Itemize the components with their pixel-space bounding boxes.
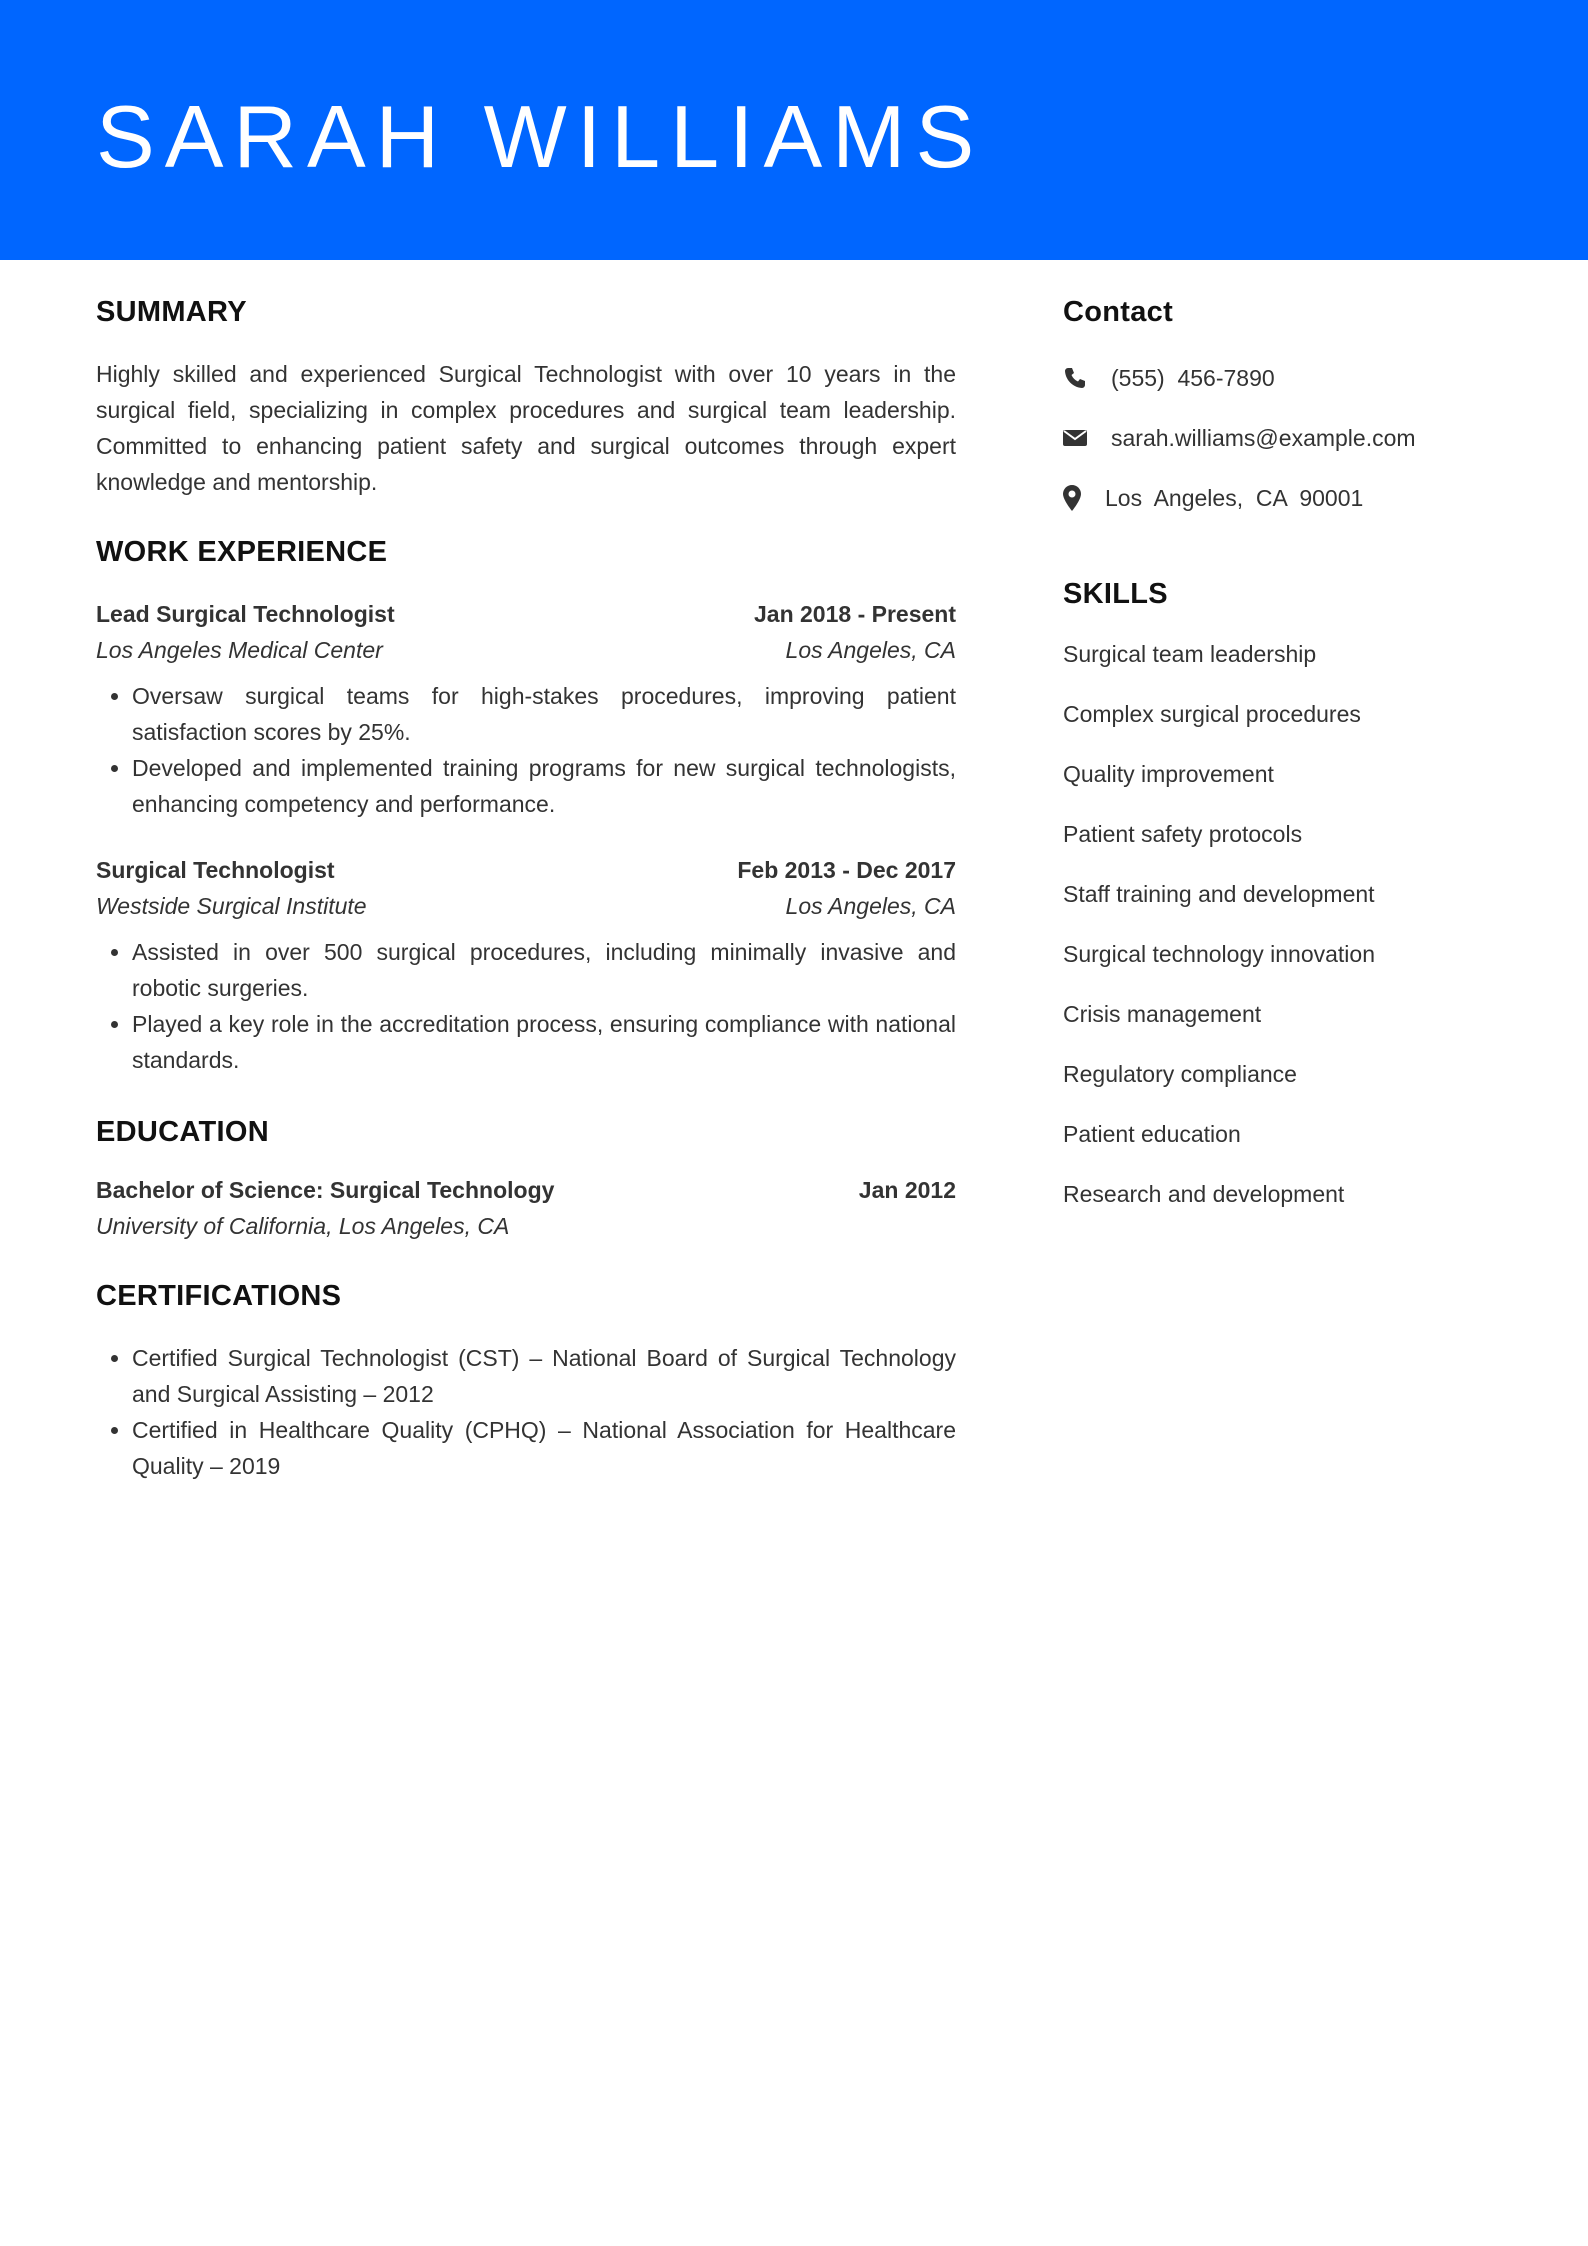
education-heading: EDUCATION <box>96 1116 269 1148</box>
header-banner <box>0 0 1588 260</box>
skills-heading: SKILLS <box>1063 578 1168 610</box>
skills-list <box>1063 624 1523 1224</box>
job-company: Los Angeles Medical Center <box>96 637 383 663</box>
phone-icon <box>1063 365 1089 391</box>
skill-item: Complex surgical procedures <box>1063 701 1361 727</box>
main-column <box>96 290 956 1484</box>
job-bullet: • Assisted in over 500 surgical procedures, including minimally invasive and robotic surgeries. <box>132 934 956 1006</box>
summary-text: Highly skilled and experienced Surgical Technologist with over 10 years in the surgical field, specializing in complex procedures and surgical team leadership. Committed to enhancing patient safety and surgical outcomes through expert knowledge and mentorship. <box>96 361 956 495</box>
job-bullet: • Developed and implemented training programs for new surgical technologists, enhancing competency and performance. <box>132 750 956 822</box>
job-entry <box>96 852 956 1078</box>
skill-item: Surgical team leadership <box>1063 641 1317 667</box>
skill-item: Research and development <box>1063 1181 1345 1207</box>
experience-section <box>96 530 956 1078</box>
skill-item: Regulatory compliance <box>1063 1061 1297 1087</box>
job-role: Lead Surgical Technologist <box>96 601 395 627</box>
education-school-row <box>96 1208 956 1244</box>
certifications-list <box>96 1340 956 1484</box>
job-bullet: • Played a key role in the accreditation process, ensuring compliance with national standards. <box>132 1006 956 1078</box>
certification-item: • Certified Surgical Technologist (CST) – National Board of Surgical Technology and Surgical Assisting – 2012 <box>132 1340 956 1412</box>
certifications-heading: CERTIFICATIONS <box>96 1280 342 1312</box>
job-dates: Feb 2013 - Dec 2017 <box>737 857 956 883</box>
job-location: Los Angeles, CA <box>785 637 956 663</box>
location-text: Los Angeles, CA 90001 <box>1105 485 1364 511</box>
job-title-row <box>96 596 956 632</box>
education-degree-row <box>96 1172 956 1208</box>
email-address[interactable]: sarah.williams@example.com <box>1111 425 1416 451</box>
skill-item: Patient education <box>1063 1121 1241 1147</box>
skill-item: Surgical technology innovation <box>1063 941 1375 967</box>
job-bullet: • Oversaw surgical teams for high-stakes procedures, improving patient satisfaction scores by 25%. <box>132 678 956 750</box>
contact-section <box>1063 290 1523 528</box>
envelope-icon <box>1063 425 1089 451</box>
sidebar-column <box>1063 290 1523 1224</box>
phone-number[interactable]: (555) 456-7890 <box>1111 365 1275 391</box>
job-role: Surgical Technologist <box>96 857 335 883</box>
skill-item: Patient safety protocols <box>1063 821 1303 847</box>
skill-item: Staff training and development <box>1063 881 1375 907</box>
job-title-row <box>96 852 956 888</box>
contact-location <box>1063 468 1523 528</box>
education-entry <box>96 1172 956 1244</box>
map-marker-icon <box>1063 485 1081 511</box>
job-company-row <box>96 632 956 668</box>
education-date: Jan 2012 <box>858 1177 956 1203</box>
job-bullets <box>96 934 956 1078</box>
skills-section <box>1063 572 1523 1224</box>
education-degree: Bachelor of Science: Surgical Technology <box>96 1177 555 1203</box>
experience-heading: WORK EXPERIENCE <box>96 536 388 568</box>
skill-item: Crisis management <box>1063 1001 1262 1027</box>
contact-heading: Contact <box>1063 296 1174 328</box>
job-company: Westside Surgical Institute <box>96 893 367 919</box>
job-bullets <box>96 678 956 822</box>
education-section <box>96 1110 956 1244</box>
summary-heading: SUMMARY <box>96 296 247 328</box>
certification-item: • Certified in Healthcare Quality (CPHQ) – National Association for Healthcare Quality – 2019 <box>132 1412 956 1484</box>
job-entry <box>96 596 956 822</box>
job-dates: Jan 2018 - Present <box>753 601 956 627</box>
job-company-row <box>96 888 956 924</box>
candidate-name: SARAH WILLIAMS <box>96 87 985 186</box>
contact-phone <box>1063 348 1523 408</box>
contact-email <box>1063 408 1523 468</box>
skill-item: Quality improvement <box>1063 761 1274 787</box>
summary-section <box>96 290 956 500</box>
job-location: Los Angeles, CA <box>785 893 956 919</box>
education-school: University of California, Los Angeles, CA <box>96 1213 510 1239</box>
certifications-section <box>96 1274 956 1484</box>
